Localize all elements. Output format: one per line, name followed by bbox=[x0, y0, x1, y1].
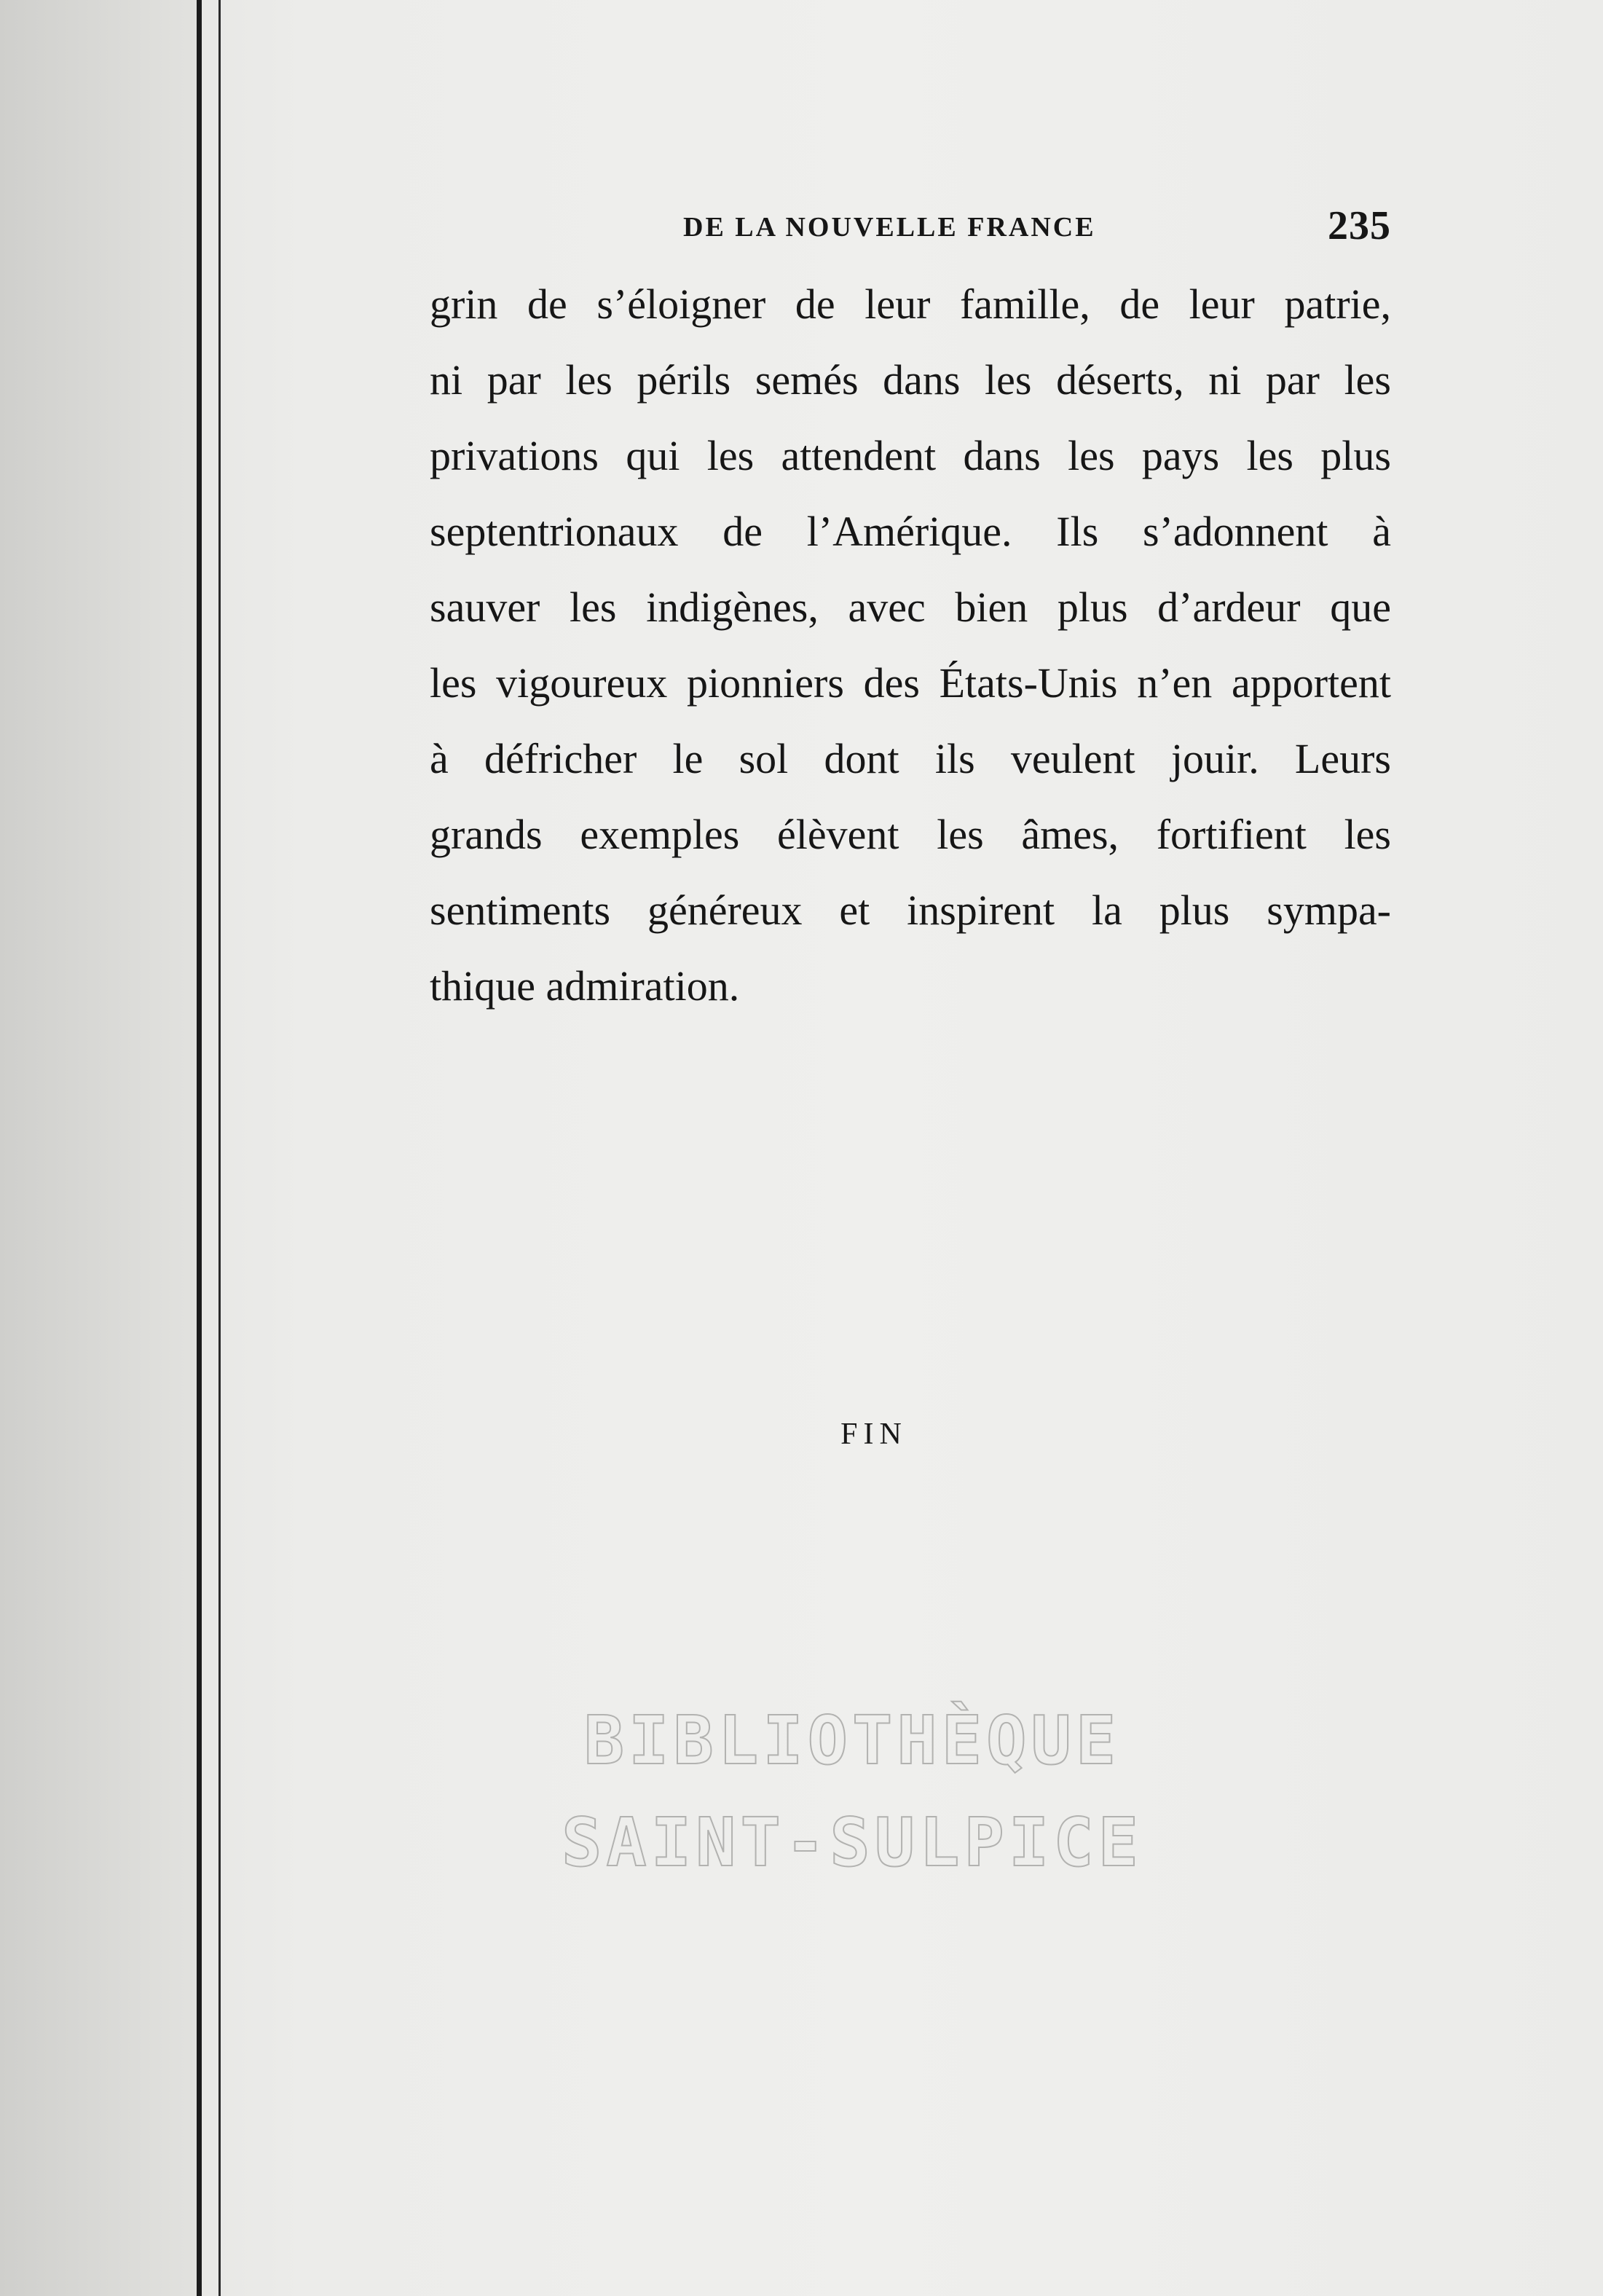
text-line: sauver les indigènes, avec bien plus d’ardeur que bbox=[430, 583, 1391, 631]
text-line: sentiments généreux et inspirent la plus sympa- bbox=[430, 886, 1391, 934]
stamp-line-2: SAINT-SULPICE bbox=[561, 1804, 1143, 1882]
text-line: septentrionaux de l’Amérique. Ils s’adonnent à bbox=[430, 508, 1391, 555]
library-stamp bbox=[539, 1690, 1165, 1908]
text-line: à défricher le sol dont ils veulent jouir. Leurs bbox=[430, 735, 1391, 782]
gutter-rule-inner bbox=[218, 0, 221, 2296]
running-title: DE LA NOUVELLE FRANCE bbox=[683, 212, 1096, 243]
gutter-shadow bbox=[0, 0, 197, 2296]
text-line: grands exemples élèvent les âmes, fortifient les bbox=[430, 811, 1391, 858]
running-head bbox=[430, 203, 1391, 261]
gutter-rule bbox=[197, 0, 202, 2296]
text-line: ni par les périls semés dans les déserts, ni par les bbox=[430, 356, 1391, 404]
text-line: les vigoureux pionniers des États-Unis n’en apportent bbox=[430, 659, 1391, 707]
end-mark: FIN bbox=[840, 1418, 907, 1451]
text-line: privations qui les attendent dans les pays les plus bbox=[430, 432, 1391, 479]
text-line: grin de s’éloigner de leur famille, de leur patrie, bbox=[430, 280, 1391, 328]
body-text bbox=[430, 267, 1391, 1024]
stamp-line-1: BIBLIOTHÈQUE bbox=[583, 1702, 1121, 1780]
text-line-last: thique admiration. bbox=[430, 962, 740, 1010]
page-number: 235 bbox=[1328, 203, 1391, 248]
